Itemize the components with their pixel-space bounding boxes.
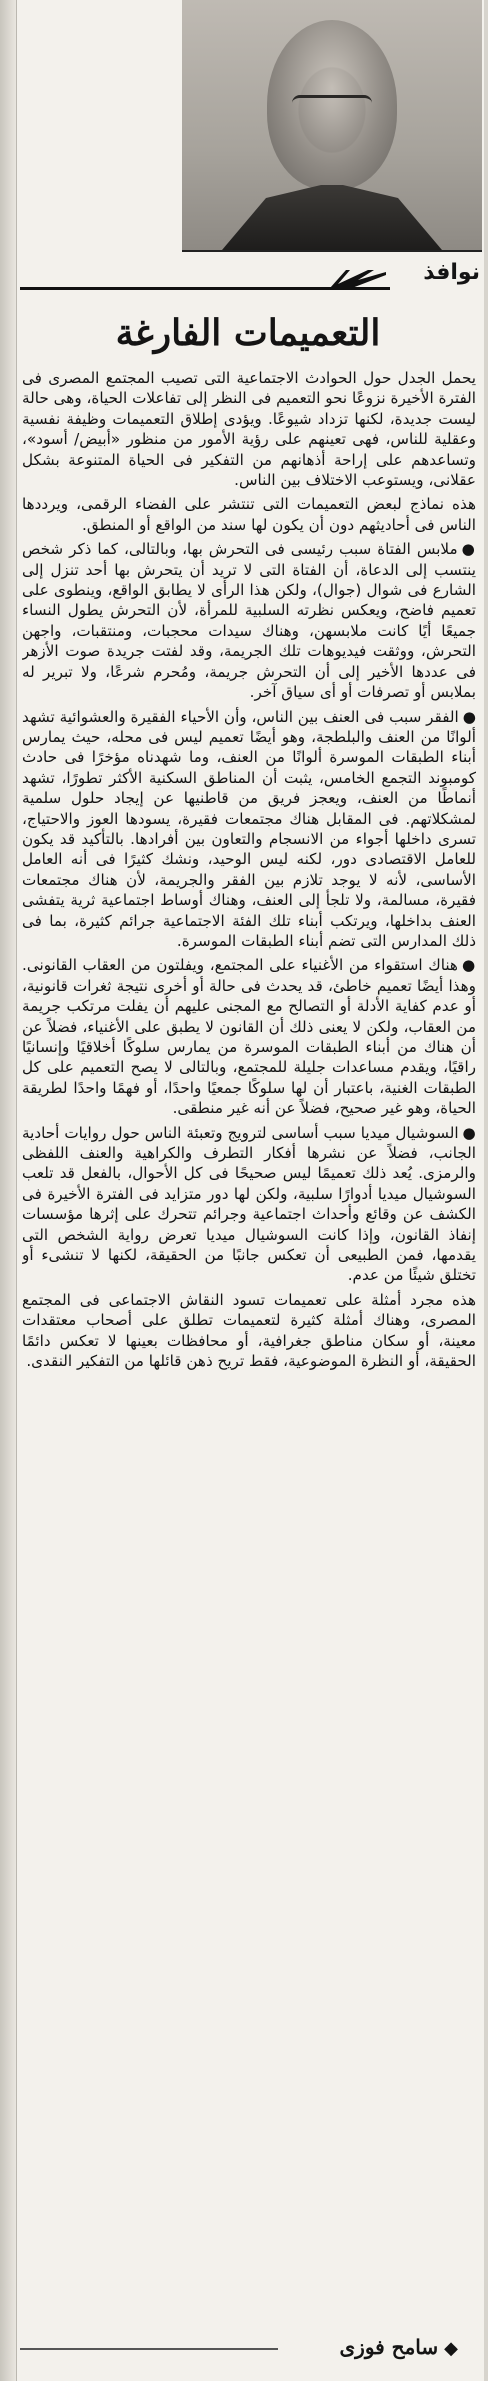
paragraph-conclusion: هذه مجرد أمثلة على تعميمات تسود النقاش الاجتماعى فى المجتمع المصرى، وهناك أمثلة كثيرة لتعميمات تطلق على أصحاب معتقدات معينة، أو سكان مناطق جغرافية، أو محافظات بعينها لا تعكس دائمًا الحقيقة، أو النظرة الموضوعية، فقط تريح ذهن قائلها من التفكير النقدى. xyxy=(22,1290,476,1371)
bullet-paragraph-wealthy: ● هناك استقواء من الأغنياء على المجتمع، ويفلتون من العقاب القانونى. وهذا أيضًا تعميم خاطئ، قد يحدث فى حالة أو أخرى نتيجة ثغرات قانونية، أو عدم كفاية الأدلة أو التصالح مع المجنى عليهم أن يفلت مرتكب جريمة من العقاب، ولكن لا يعنى ذلك أن القانون لا يطبق على الأغنياء، فضلاً عن أن هناك من أبناء الطبقات الموسرة من يمارس سلوكًا أخلاقيًا وإنسانيًا راقيًا، ويقدم مساعدات جليلة للمجتمع، وبالتالى لا يصح التعميم على كل الطبقات الغنية، باعتبار أن لها سلوكًا جمعيًا واحدًا، أو فهمًا واحدًا لطريقة الحياة، وهو غير صحيح، فضلاً عن أنه غير منطقى. xyxy=(22,955,476,1118)
bullet-paragraph-social-media: ● السوشيال ميديا سبب أساسى لترويج وتعبئة الناس حول روايات أحادية الجانب، فضلاً عن نشرها أفكار التطرف والكراهية والعنف اللفظى والرمزى. يُعد ذلك تعميمًا ليس صحيحًا فى كل الأحوال، بالفعل قد تلعب السوشيال ميديا أدوارًا سلبية، ولكن لها دور متزايد فى الفترة الأخيرة فى الكشف عن وقائع وأحداث اجتماعية وجرائم تتحرك على إثرها مؤسسات إنفاذ القانون، وإذا كانت السوشيال ميديا تعرض رواية الشخص التى يقدمها، فمن الطبيعى أن تعكس جانبًا من الحقيقة، لكنها لا تنشىء أو تختلق شيئًا من عدم. xyxy=(22,1123,476,1286)
author-photo xyxy=(182,0,482,252)
page-fold-edge xyxy=(0,0,17,2381)
diamond-icon: ◆ xyxy=(444,2338,458,2359)
author-name: سامح فوزى xyxy=(339,2335,439,2359)
byline-rule xyxy=(20,2348,278,2350)
section-header xyxy=(20,260,480,300)
bullet-paragraph-poverty: ● الفقر سبب فى العنف بين الناس، وأن الأحياء الفقيرة والعشوائية تشهد ألوانًا من العنف والبلطجة، وهو أيضًا تعميم ليس فى محله، حيث يمارس أبناء الطبقات الموسرة ألوانًا من العنف، وما شهدناه مؤخرًا فى حادث كومبوند التجمع الخامس، يثبت أن المناطق السكنية الأكثر تطورًا، تشهد أنماطًا من العنف، ويعجز فريق من قاطنيها عن إيجاد حلول سلمية لمشكلاتهم. فى المقابل هناك مجتمعات فقيرة، يسودها العوز والاحتياج، تسرى داخلها أجواء من الانسجام والتعاون بين أفرادها. بالتأكيد قد يكون للعامل الاقتصادى دور، لكنه ليس الوحيد، ونشك كثيرًا فى أنه العامل الأساسى، لأنه لا يوجد تلازم بين الفقر والجريمة، لأن هناك مجتمعات فقيرة، مسالمة، ولا تلجأ إلى العنف، وهناك أوساط اجتماعية ثرية يتفشى العنف بداخلها، ويرتكب أبناء تلك الفئة الاجتماعية جرائم كثيرة، بما فى ذلك المدارس التى تضم أبناء الطبقات الموسرة. xyxy=(22,707,476,952)
swoosh-icon xyxy=(328,266,388,292)
author-shirt xyxy=(222,185,442,250)
article-body xyxy=(22,368,476,2313)
paragraph-intro: يحمل الجدل حول الحوادث الاجتماعية التى تصيب المجتمع المصرى فى الفترة الأخيرة نزوعًا نحو التعميم فى النظر إلى تفاعلات الحياة، وهى حالة ليست جديدة، لكنها تزداد شيوعًا. ويؤدى إطلاق التعميمات وظيفة نفسية وعقلية للناس، فهى تعينهم على رؤية الأمور من منظور «أبيض/ أسود»، وتساعدهم على إراحة أذهانهم من التفكير فى الحياة المتنوعة بشكل عقلانى، ويستوعب الاختلاف بين الناس. xyxy=(22,369,476,490)
article-headline: التعميمات الفارغة xyxy=(115,312,381,354)
author-glasses xyxy=(292,95,372,116)
author-byline xyxy=(288,2330,458,2364)
section-name: نوافذ xyxy=(423,260,480,285)
bullet-paragraph-clothing: ● ملابس الفتاة سبب رئيسى فى التحرش بها، وبالتالى، كما ذكر شخص ينتسب إلى الدعاة، أن الفتاة التى لا تريد أن يتحرش بها أحد تنزل إلى الشارع فى شوال (جوال)، ولكن هذا الرأى لا يطابق الواقع، وينطوى على تعميم فاضح، ويعكس نظرته السلبية للمرأة، لأن التحرش يطول النساء جميعًا أيًا كانت ملابسهن، وهناك سيدات محجبات، ومنتقبات، واجهن التحرش، ووثقت فيديوهات تلك الجريمة، وقد لفتت جريدة صوت الأزهر فى عددها الأخير إلى أن التحرش جريمة، ومُحرم شرعًا، ولا تبرير له بملابس أو تصرفات أو أى سياق آخر. xyxy=(22,539,476,702)
page-right-edge xyxy=(484,0,488,2381)
paragraph-examples-intro: هذه نماذج لبعض التعميمات التى تنتشر على الفضاء الرقمى، ويرددها الناس فى أحاديثهم دون أن يكون لها سند من الواقع أو المنطق. xyxy=(22,495,476,534)
